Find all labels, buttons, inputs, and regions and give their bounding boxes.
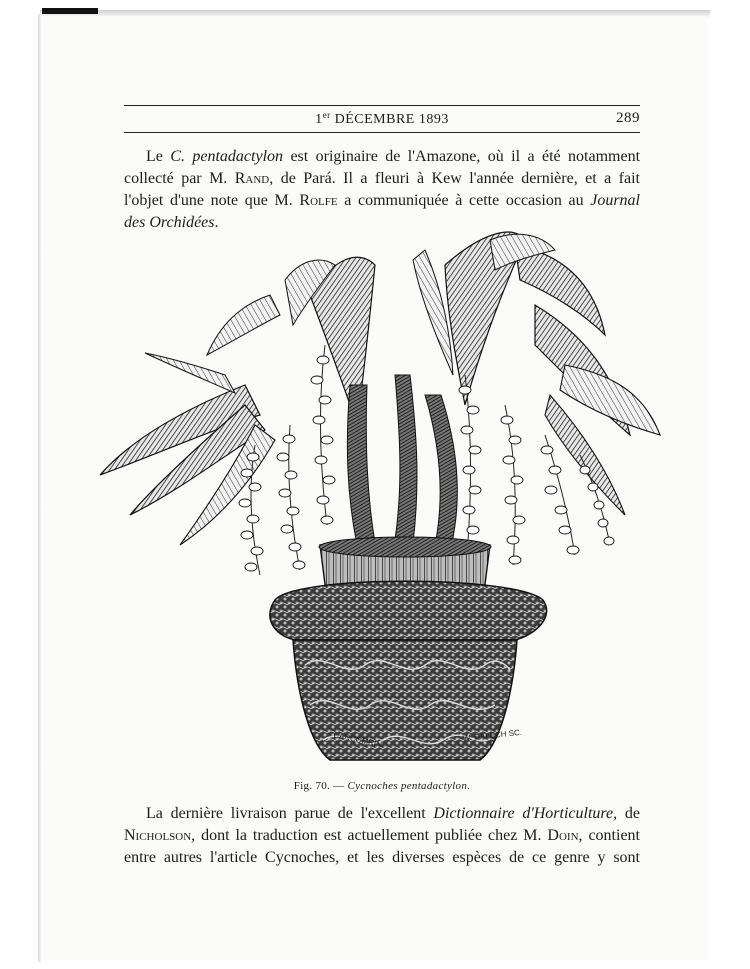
running-head-date xyxy=(124,110,640,128)
date-month-year: DÉCEMBRE 1893 xyxy=(334,112,449,127)
caption-label: Fig. 70. — xyxy=(293,780,348,792)
page-number: 289 xyxy=(616,110,640,126)
scan-corner-mark xyxy=(42,8,98,14)
basket-rim xyxy=(270,581,547,640)
figure-caption: Fig. 70. — Cycnoches pentadactylon. xyxy=(293,780,471,792)
date-day: 1 xyxy=(315,112,323,127)
species-epithet: pentadactylon xyxy=(184,148,284,165)
paragraph-line: collecté par M. Rand, de Pará. Il a fleuri à Kew l'année dernière, et a fait xyxy=(124,170,641,187)
caption-title: Cycnoches pentadactylon xyxy=(347,780,468,792)
publisher-name: Doin xyxy=(547,827,579,844)
pot-soil xyxy=(319,537,491,557)
paragraph-line: Le C. pentadactylon est originaire de l'Amazone, où il a été notamment xyxy=(146,148,641,165)
engraver-signature-left: CARCOMRIN xyxy=(332,730,383,750)
basket-body xyxy=(293,640,517,760)
paragraph-line: entre autres l'article Cycnoches, et les diverses espèces de ce genre y sont xyxy=(124,849,640,866)
date-superscript: er xyxy=(322,110,331,120)
species-name: C. xyxy=(170,148,185,165)
header-rule-top xyxy=(124,105,640,106)
paragraph-dictionary xyxy=(124,803,640,869)
book-title: Dictionnaire d'Horticulture, xyxy=(433,805,618,822)
scan-edge-left xyxy=(38,14,42,962)
engraver-signature-right: W. DALECH SC. xyxy=(462,727,523,743)
journal-title: des Orchidées xyxy=(124,214,215,231)
orchid-basket-illustration xyxy=(95,225,665,775)
paragraph-line: des Orchidées. xyxy=(124,214,219,231)
paragraph-line: La dernière livraison parue de l'excellent Dictionnaire d'Horticulture, de xyxy=(146,805,640,822)
person-name: Nicholson xyxy=(124,827,192,844)
figure-engraving xyxy=(95,225,665,775)
person-name: Rand xyxy=(234,170,270,187)
leaf-group-left xyxy=(100,295,280,545)
paragraph-line: Nicholson, dont la traduction est actuellement publiée chez M. Doin, contient xyxy=(124,827,640,844)
header-rule-bottom xyxy=(124,132,640,133)
paragraph-intro xyxy=(124,146,640,234)
journal-title: Journal xyxy=(590,192,640,209)
pseudobulbs xyxy=(347,375,457,547)
leaf-group-right xyxy=(490,234,660,515)
running-head xyxy=(124,110,640,130)
paragraph-line: l'objet d'une note que M. Rolfe a communiquée à cette occasion au Journal xyxy=(124,192,640,209)
person-name: Rolfe xyxy=(299,192,338,209)
